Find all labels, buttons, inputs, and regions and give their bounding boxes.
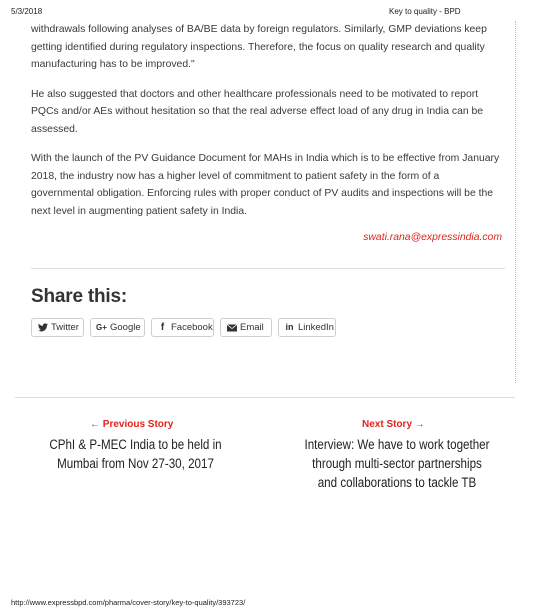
previous-story-label[interactable]: ← Previous Story — [90, 419, 174, 430]
print-date: 5/3/2018 — [11, 7, 43, 16]
author-email-link[interactable]: swati.rana@expressindia.com — [363, 232, 502, 243]
dotted-rule — [515, 21, 516, 383]
share-button-label: LinkedIn — [298, 322, 334, 333]
share-button-label: Google — [110, 322, 141, 333]
twitter-icon — [37, 319, 48, 336]
facebook-share-button[interactable] — [151, 318, 214, 337]
print-footer-url: http://www.expressbpd.com/pharma/cover-story/key-to-quality/393723/ — [11, 598, 246, 607]
next-story-label[interactable]: Next Story → — [362, 419, 425, 430]
divider — [31, 268, 505, 269]
article-body — [31, 21, 505, 220]
email-share-button[interactable] — [220, 318, 272, 337]
linkedin-share-button[interactable] — [278, 318, 336, 337]
facebook-icon: f — [160, 322, 165, 333]
post-nav-divider — [15, 397, 515, 398]
google-plus-icon: G+ — [96, 323, 107, 332]
article-paragraph: With the launch of the PV Guidance Document for MAHs in India which is to be effective from January 2018, the industry now has a higher level of commitment to patient safety in the form of a governmental obligation. Enforcing rules with proper conduct of PV audits and inspections will be the next level in augmenting patient safety in India. — [31, 153, 500, 217]
share-heading: Share this: — [31, 286, 127, 307]
google-share-button[interactable] — [90, 318, 145, 337]
twitter-share-button[interactable] — [31, 318, 84, 337]
print-title: Key to quality - BPD — [389, 7, 461, 16]
previous-story-title[interactable]: CPhI & P-MEC India to be held in Mumbai from Nov 27-30, 2017 — [49, 437, 222, 471]
article-paragraph: withdrawals following analyses of BA/BE data by foreign regulators. Similarly, GMP deviations keep getting identified during regulatory inspections. Therefore, the focus on quality research and quality manufacturing has to be improved." — [31, 24, 487, 70]
email-icon — [226, 319, 237, 336]
linkedin-icon: in — [285, 322, 294, 332]
share-button-label: Email — [240, 322, 264, 333]
article-paragraph: He also suggested that doctors and other healthcare professionals need to be motivated to report PQCs and/or AEs without hesitation so that the real adverse effect load of any drug in India can be assessed. — [31, 88, 484, 135]
share-button-label: Facebook — [171, 322, 213, 333]
next-story-title[interactable]: Interview: We have to work together through multi-sector partnerships and collaborations to tackle TB — [304, 437, 490, 490]
share-button-label: Twitter — [51, 322, 79, 333]
